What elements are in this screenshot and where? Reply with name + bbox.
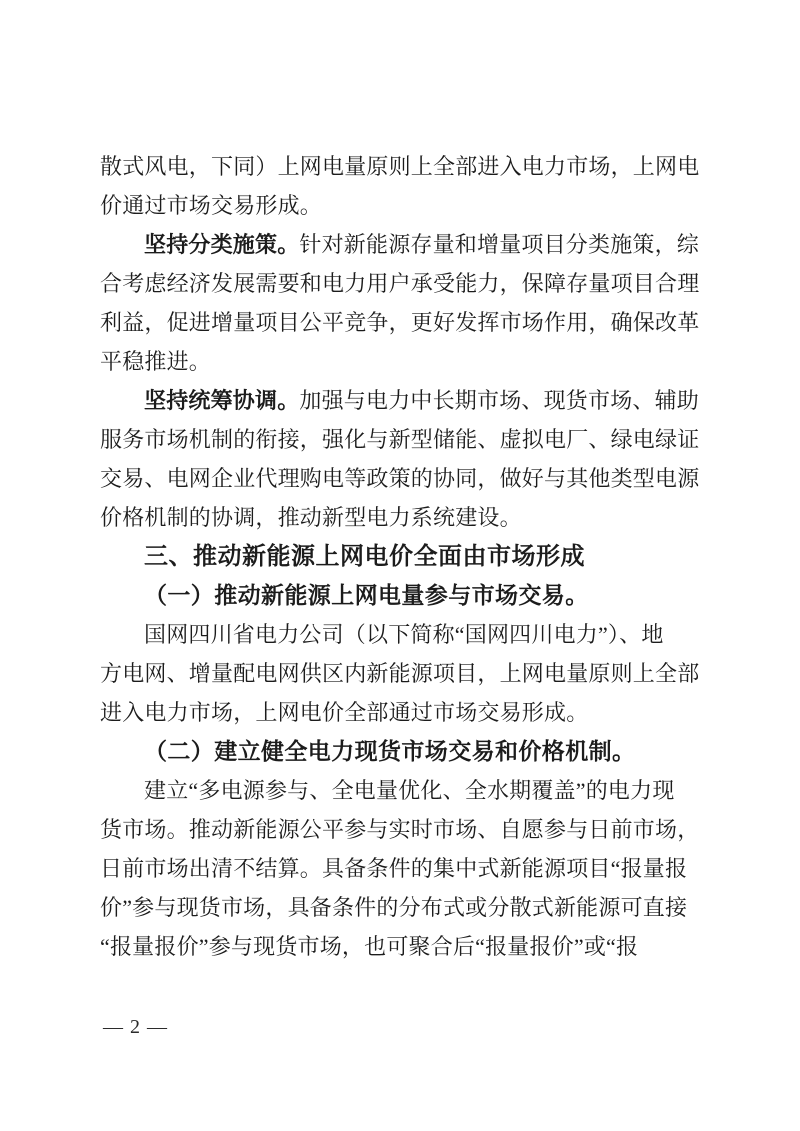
subsection-heading-text: （二）建立健全电力现货市场交易和价格机制。 — [144, 739, 636, 764]
body-line — [100, 459, 708, 498]
body-line-text: 合考虑经济发展需要和电力用户承受能力，保障存量项目合理 — [100, 271, 700, 296]
subsection-heading — [100, 576, 708, 615]
subsection-heading — [100, 732, 708, 771]
body-line — [100, 381, 708, 420]
body-line — [100, 147, 708, 186]
body-line-text: 货市场。推动新能源公平参与实时市场、自愿参与日前市场， — [100, 817, 700, 842]
body-line-text: 价格机制的协调，推动新型电力系统建设。 — [100, 505, 522, 530]
body-line — [100, 927, 708, 966]
body-line-text: “报量报价”参与现货市场，也可聚合后“报量报价”或“报 — [100, 934, 639, 959]
section-heading — [100, 537, 708, 576]
body-line-text: 价”参与现货市场，具备条件的分布式或分散式新能源可直接 — [100, 895, 688, 920]
body-line-text: 方电网、增量配电网供区内新能源项目，上网电量原则上全部 — [100, 661, 700, 686]
body-line-text: 坚持分类施策。 — [144, 232, 300, 257]
body-line-text: 价通过市场交易形成。 — [100, 193, 323, 218]
body-line — [100, 615, 708, 654]
body-line — [100, 654, 708, 693]
body-line-text: 日前市场出清不结算。具备条件的集中式新能源项目“报量报 — [100, 856, 688, 881]
body-line — [100, 888, 708, 927]
body-line — [100, 849, 708, 888]
body-line-text: 进入电力市场，上网电价全部通过市场交易形成。 — [100, 700, 589, 725]
body-line — [100, 342, 708, 381]
body-line-text: 国网四川省电力公司（以下简称“国网四川电力”）、地 — [144, 622, 664, 647]
body-line-text: 散式风电，下同）上网电量原则上全部进入电力市场，上网电 — [100, 154, 700, 179]
body-line — [100, 420, 708, 459]
body-line-text: 交易、电网企业代理购电等政策的协同，做好与其他类型电源 — [100, 466, 700, 491]
body-line-text: 平稳推进。 — [100, 349, 212, 374]
body-line-text: 利益，促进增量项目公平竞争，更好发挥市场作用，确保改革 — [100, 310, 700, 335]
body-line — [100, 264, 708, 303]
body-line-text: 坚持统筹协调。 — [144, 388, 300, 413]
body-line-text: 加强与电力中长期市场、现货市场、辅助 — [299, 388, 700, 413]
body-line — [100, 810, 708, 849]
body-line-text: 针对新能源存量和增量项目分类施策，综 — [299, 232, 700, 257]
body-line-text: 服务市场机制的衔接，强化与新型储能、虚拟电厂、绿电绿证 — [100, 427, 700, 452]
section-heading-text: 三、推动新能源上网电价全面由市场形成 — [144, 543, 585, 570]
body-line-text: 建立“多电源参与、全电量优化、全水期覆盖”的电力现 — [144, 778, 675, 803]
body-line — [100, 771, 708, 810]
body-line — [100, 225, 708, 264]
body-line — [100, 186, 708, 225]
page-footer — [103, 1012, 168, 1042]
body-line — [100, 303, 708, 342]
subsection-heading-text: （一）推动新能源上网电量参与市场交易。 — [144, 583, 589, 608]
body-line — [100, 693, 708, 732]
document-body — [100, 147, 708, 966]
page-number: — 2 — — [103, 1016, 168, 1038]
body-line — [100, 498, 708, 537]
